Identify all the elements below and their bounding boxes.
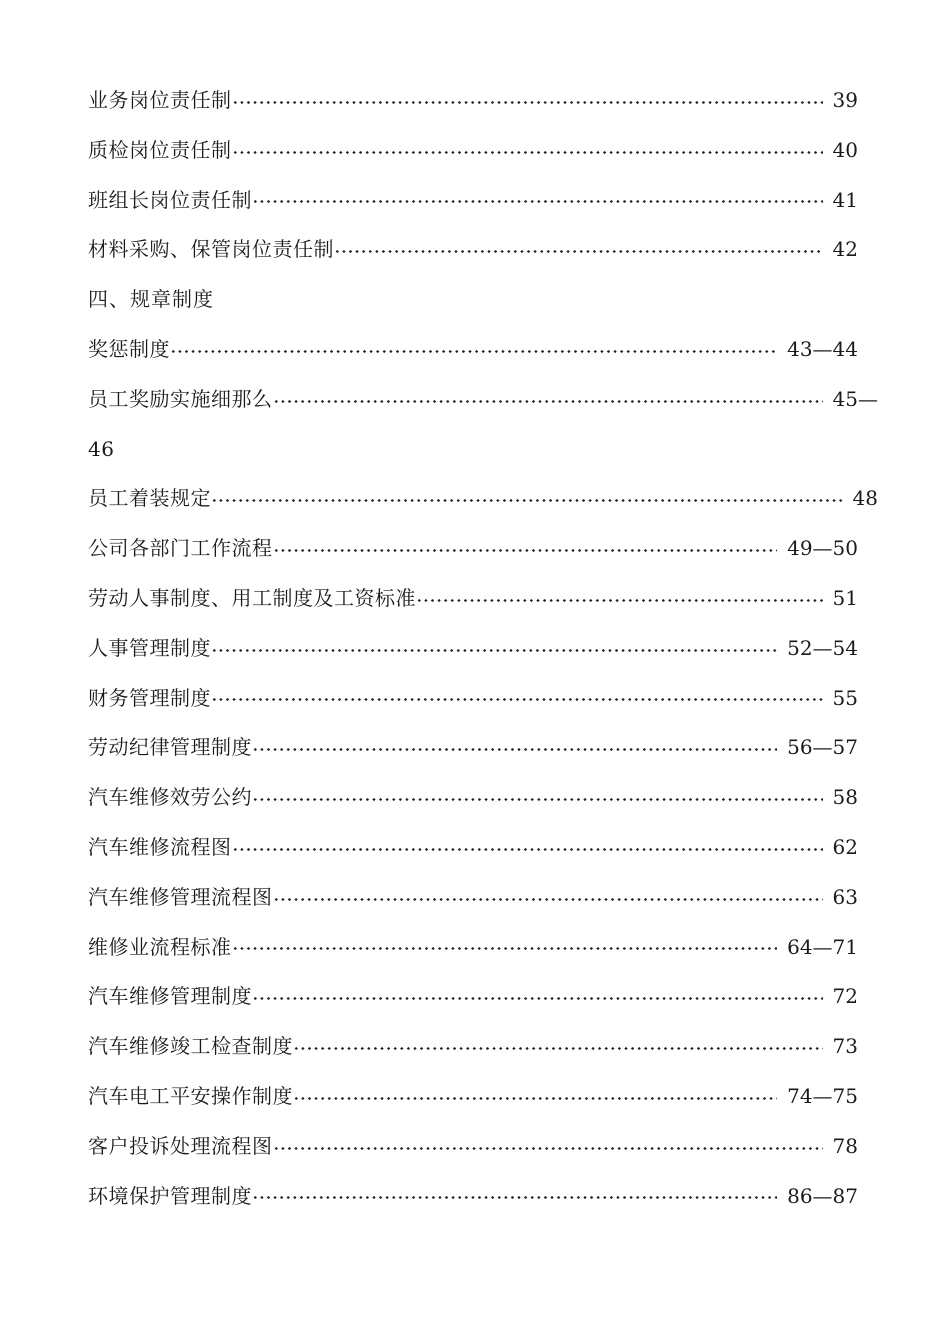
toc-title: 公司各部门工作流程 — [88, 536, 273, 561]
toc-section-heading — [88, 275, 858, 325]
dot-leader — [232, 126, 823, 176]
toc-page: 58 — [832, 785, 858, 810]
toc-row — [88, 674, 858, 724]
dot-leader — [273, 873, 823, 923]
toc-page: 45— — [832, 386, 878, 411]
toc-row — [88, 325, 858, 375]
dot-leader — [252, 1172, 777, 1222]
toc-title: 班组长岗位责任制 — [88, 187, 252, 212]
toc-row — [88, 972, 858, 1022]
toc-title: 材料采购、保管岗位责任制 — [88, 237, 334, 262]
toc-title: 维修业流程标准 — [88, 934, 232, 959]
toc-title: 财务管理制度 — [88, 685, 211, 710]
toc-title: 环境保护管理制度 — [88, 1183, 252, 1208]
toc-title: 奖惩制度 — [88, 336, 170, 361]
toc-row — [88, 225, 858, 275]
toc-row — [88, 1022, 858, 1072]
dot-leader — [252, 773, 823, 823]
toc-row — [88, 375, 878, 425]
toc-title: 员工着装规定 — [88, 486, 211, 511]
toc-row — [88, 474, 878, 524]
toc-row — [88, 723, 858, 773]
toc-title: 劳动纪律管理制度 — [88, 735, 252, 760]
toc-title: 汽车维修管理制度 — [88, 984, 252, 1009]
toc-page: 78 — [832, 1133, 858, 1158]
toc-row — [88, 873, 858, 923]
dot-leader — [211, 674, 823, 724]
toc-row — [88, 1172, 858, 1222]
dot-leader — [273, 524, 778, 574]
toc-row — [88, 1072, 858, 1122]
toc-row — [88, 76, 858, 126]
toc-page: 74—75 — [787, 1083, 858, 1108]
toc-row — [88, 923, 858, 973]
toc-page: 42 — [832, 237, 858, 262]
toc-page: 73 — [832, 1034, 858, 1059]
toc-title: 汽车维修竣工检查制度 — [88, 1034, 293, 1059]
toc-row — [88, 773, 858, 823]
dot-leader — [211, 624, 777, 674]
dot-leader — [416, 574, 823, 624]
toc-page: 41 — [832, 187, 858, 212]
dot-leader — [252, 972, 823, 1022]
toc-row — [88, 574, 858, 624]
toc-title: 质检岗位责任制 — [88, 137, 232, 162]
dot-leader — [293, 1072, 777, 1122]
toc-row — [88, 126, 858, 176]
toc-page: 86—87 — [787, 1183, 858, 1208]
toc-row — [88, 524, 858, 574]
toc-page-continuation: 46 — [88, 436, 115, 461]
toc-page: 51 — [832, 585, 858, 610]
toc-page: 40 — [832, 137, 858, 162]
toc-title: 汽车电工平安操作制度 — [88, 1083, 293, 1108]
dot-leader — [252, 723, 777, 773]
toc-title: 人事管理制度 — [88, 635, 211, 660]
dot-leader — [232, 823, 823, 873]
toc-title: 客户投诉处理流程图 — [88, 1133, 273, 1158]
toc-row — [88, 176, 858, 226]
toc-page: 52—54 — [787, 635, 858, 660]
dot-leader — [293, 1022, 823, 1072]
dot-leader — [232, 76, 823, 126]
dot-leader — [252, 176, 823, 226]
toc-title: 员工奖励实施细那么 — [88, 386, 273, 411]
dot-leader — [170, 325, 777, 375]
dot-leader — [334, 225, 823, 275]
toc-row — [88, 1122, 858, 1172]
table-of-contents — [88, 76, 880, 1221]
dot-leader — [273, 1122, 823, 1172]
toc-page: 48 — [852, 486, 878, 511]
toc-page: 55 — [832, 685, 858, 710]
toc-page: 43—44 — [787, 336, 858, 361]
dot-leader — [273, 375, 823, 425]
toc-row — [88, 624, 858, 674]
toc-page: 62 — [832, 834, 858, 859]
section-title: 四、规章制度 — [88, 287, 214, 312]
toc-page: 39 — [832, 88, 858, 112]
toc-title: 业务岗位责任制 — [88, 88, 232, 112]
toc-page: 56—57 — [787, 735, 858, 760]
toc-title: 汽车维修效劳公约 — [88, 785, 252, 810]
toc-page: 63 — [832, 884, 858, 909]
toc-title: 汽车维修管理流程图 — [88, 884, 273, 909]
toc-row-continuation — [88, 425, 858, 475]
toc-row — [88, 823, 858, 873]
toc-title: 汽车维修流程图 — [88, 834, 232, 859]
dot-leader — [211, 474, 843, 524]
toc-title: 劳动人事制度、用工制度及工资标准 — [88, 585, 416, 610]
toc-page: 72 — [832, 984, 858, 1009]
dot-leader — [232, 923, 778, 973]
toc-page: 49—50 — [787, 536, 858, 561]
toc-page: 64—71 — [787, 934, 858, 959]
